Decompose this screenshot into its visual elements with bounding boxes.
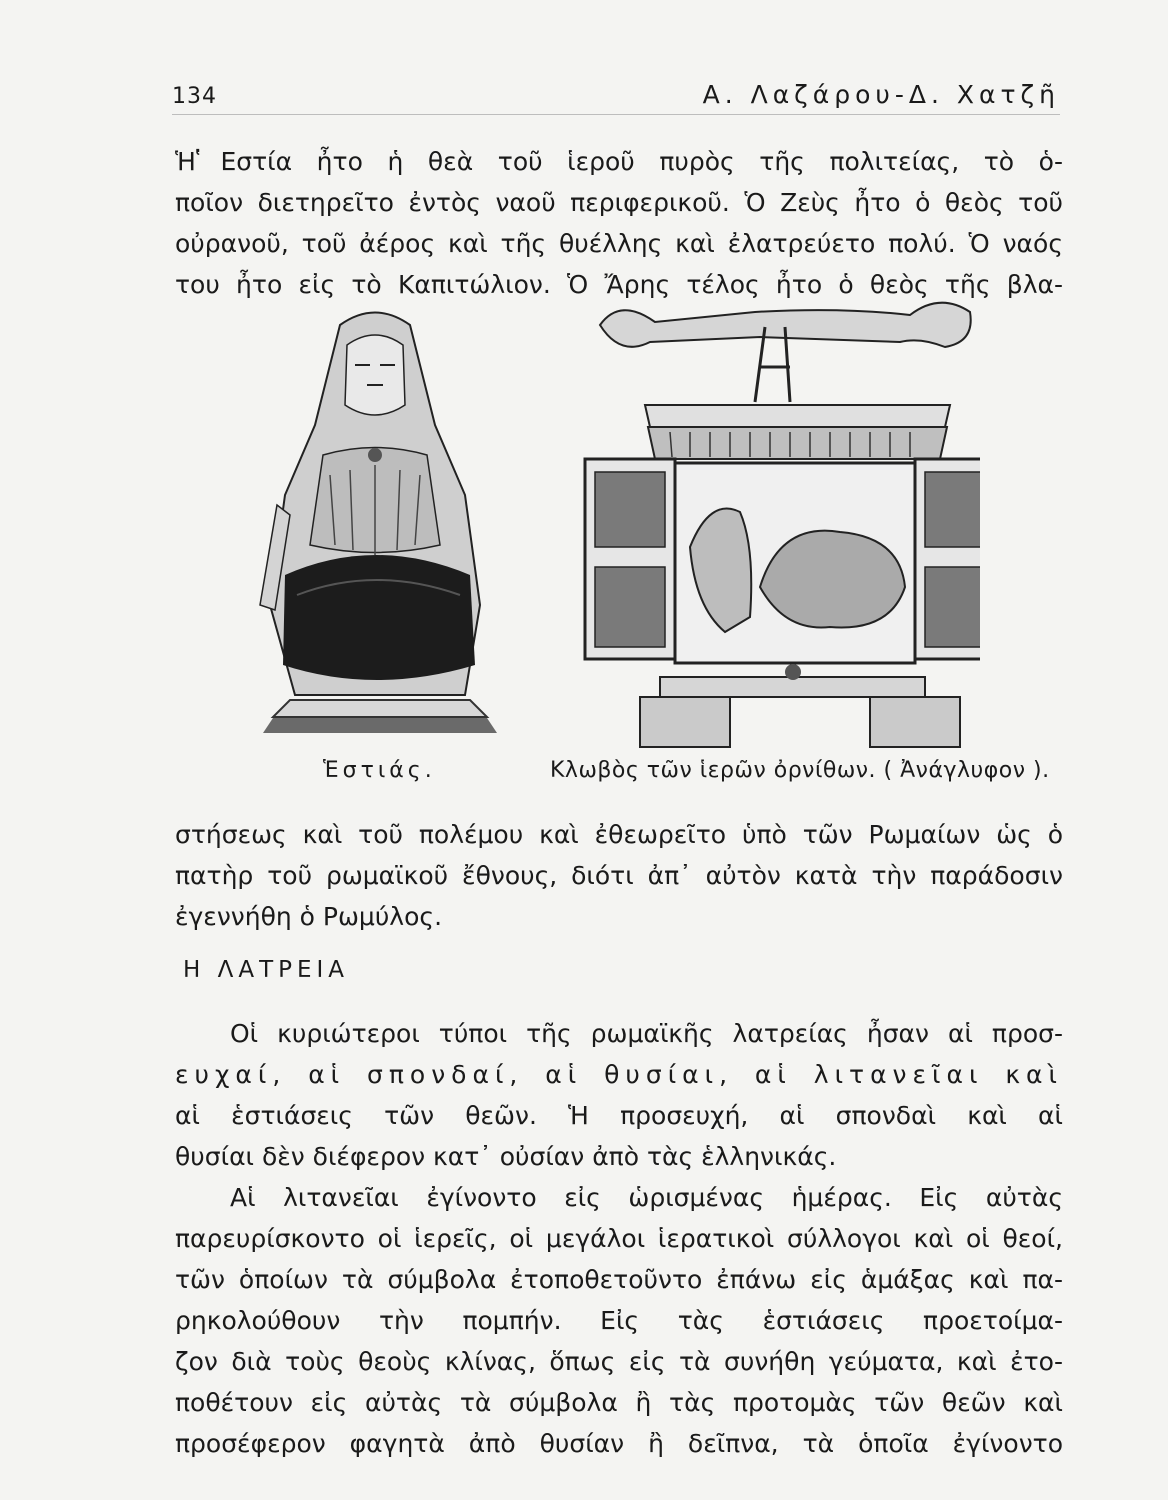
hestia-statue-figure [235,305,525,745]
paragraph-processions [175,1177,1063,1464]
text-line: ζον διὰ τοὺς θεοὺς κλίνας, ὅπως εἰς τὰ συνήθη γεύματα, καὶ ἐτο- [175,1347,1063,1376]
section-heading: Η ΛΑΤΡΕΙΑ [183,957,350,983]
text-line: Οἱ κυριώτεροι τύποι τῆς ρωμαϊκῆς λατρείας ἦσαν αἱ προσ- [230,1019,1063,1048]
text-line: ποῖον διετηρεῖτο ἐντὸς ναοῦ περιφερικοῦ. Ὁ Ζεὺς ἦτο ὁ θεὸς τοῦ [175,188,1063,217]
paragraph-ares [175,814,1063,937]
page-number: 134 [172,84,217,109]
paragraph-gods [175,141,1063,305]
text-line: παρευρίσκοντο οἱ ἱερεῖς, οἱ μεγάλοι ἱερατικοὶ σύλλογοι καὶ οἱ θεοί, [175,1224,1063,1253]
text-line: ἐγεννήθη ὁ Ρωμύλος. [175,902,443,931]
text-line: προσέφερον φαγητὰ ἀπὸ θυσίαν ἢ δεῖπνα, τὰ ὁποῖα ἐγίνοντο [175,1429,1063,1458]
text-line: στήσεως καὶ τοῦ πολέμου καὶ ἐθεωρεῖτο ὑπὸ τῶν Ρωμαίων ὡς ὁ [175,820,1063,849]
sacred-chicken-cage-figure [580,287,980,749]
running-header-author: Α. Λαζάρου-Δ. Χατζῆ [702,80,1060,109]
text-line: Ἡ ̔Εστία ἦτο ἡ θεὰ τοῦ ἱεροῦ πυρὸς τῆς πολιτείας, τὸ ὁ- [175,147,1063,176]
text-line: θυσίαι δὲν διέφερον κατ᾽ οὐσίαν ἀπὸ τὰς ἑλληνικάς. [175,1142,837,1171]
text-line: αἱ ἑστιάσεις τῶν θεῶν. Ἡ προσευχή, αἱ σπονδαὶ καὶ αἱ [175,1101,1063,1130]
text-line: τῶν ὁποίων τὰ σύμβολα ἐτοποθετοῦντο ἐπάνω εἰς ἁμάξας καὶ πα- [175,1265,1063,1294]
paragraph-worship-types [175,1013,1063,1177]
text-line: πατὴρ τοῦ ρωμαϊκοῦ ἔθνους, διότι ἀπ᾽ αὐτὸν κατὰ τὴν παράδοσιν [175,861,1063,890]
text-line: οὐρανοῦ, τοῦ ἀέρος καὶ τῆς θυέλλης καὶ ἐλατρεύετο πολύ. Ὁ ναός [175,229,1063,258]
caption-hestia: Ἑστιάς. [323,758,436,783]
text-line: ευχαί, αἱ σπονδαί, αἱ θυσίαι, αἱ λιτανεῖαι καὶ [175,1060,1063,1089]
text-line: του ἦτο εἰς τὸ Καπιτώλιον. Ὁ Ἄρης τέλος ἦτο ὁ θεὸς τῆς βλα- [175,270,1063,299]
text-line: ρηκολούθουν τὴν πομπήν. Εἰς τὰς ἑστιάσεις προετοίμα- [175,1306,1063,1335]
caption-cage: Κλωβὸς τῶν ἱερῶν ὀρνίθων. ( Ἀνάγλυφον ). [550,758,1050,783]
text-line: Αἱ λιτανεῖαι ἐγίνοντο εἰς ὡρισμένας ἡμέρας. Εἰς αὐτὰς [230,1183,1063,1212]
text-line: ποθέτουν εἰς αὐτὰς τὰ σύμβολα ἢ τὰς προτομὰς τῶν θεῶν καὶ [175,1388,1063,1417]
header-rule [172,114,1060,115]
